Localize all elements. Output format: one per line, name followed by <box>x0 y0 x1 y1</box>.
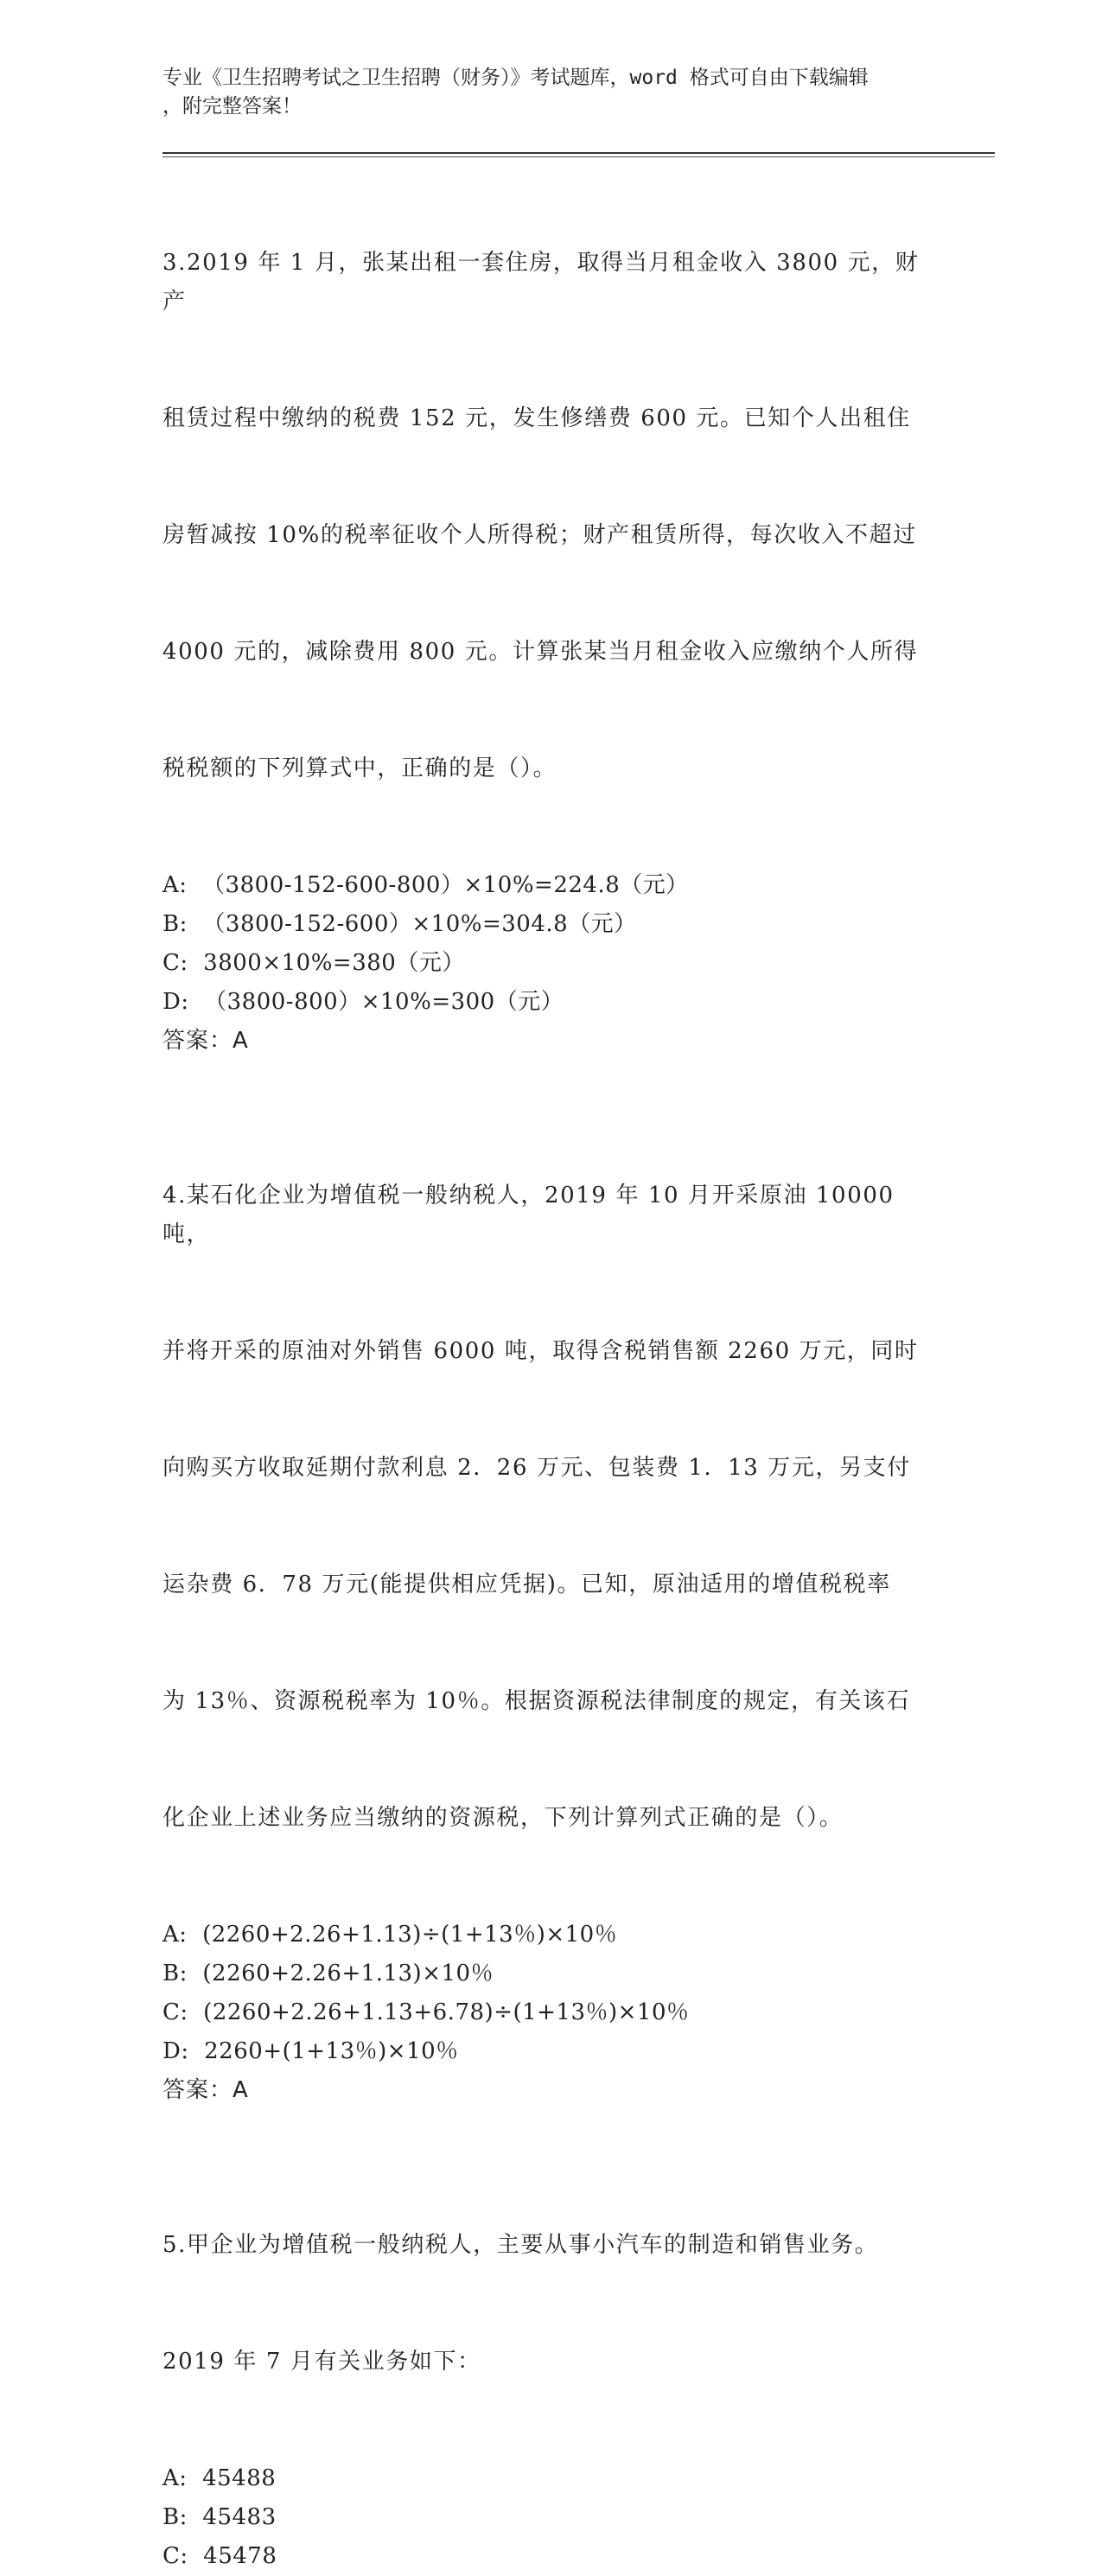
option-c: C: 45478 <box>162 2543 277 2569</box>
stem-line: 运杂费 6．78 万元(能提供相应凭据)。已知，原油适用的增值税税率 <box>162 1572 891 1597</box>
option-a: A: (2260+2.26+1.13)÷(1+13％)×10％ <box>162 1922 618 1948</box>
stem-line: 租赁过程中缴纳的税费 152 元，发生修缮费 600 元。已知个人出租住 <box>162 405 911 431</box>
stem-line: 4000 元的，减除费用 800 元。计算张某当月租金收入应缴纳个人所得 <box>162 639 919 665</box>
option-a: A: 45488 <box>162 2465 277 2491</box>
question-3 <box>162 166 940 1061</box>
stem-line: 5.甲企业为增值税一般纳税人，主要从事小汽车的制造和销售业务。 <box>162 2232 879 2258</box>
option-b: B: （3800-152-600）×10%=304.8（元） <box>162 911 637 937</box>
stem-line: 3.2019 年 1 月，张某出租一套住房，取得当月租金收入 3800 元，财产 <box>162 250 920 315</box>
option-b: B: 45483 <box>162 2504 277 2530</box>
option-d: D: （3800-800）×10%=300（元） <box>162 989 564 1015</box>
stem-line: 2019 年 7 月有关业务如下： <box>162 2349 481 2375</box>
question-stem <box>162 2148 940 2459</box>
stem-line: 化企业上述业务应当缴纳的资源税，下列计算列式正确的是（）。 <box>162 1805 844 1831</box>
question-5 <box>162 2148 940 2576</box>
header-line-1: 专业《卫生招聘考试之卫生招聘（财务）》考试题库，word 格式可自由下载编辑 <box>162 67 869 89</box>
question-spacer <box>162 1061 940 1099</box>
stem-line: 4.某石化企业为增值税一般纳税人，2019 年 10 月开采原油 10000 吨， <box>162 1183 903 1247</box>
option-c: C: (2260+2.26+1.13+6.78)÷(1+13％)×10％ <box>162 1999 690 2025</box>
option-c: C: 3800×10%=380（元） <box>162 950 465 976</box>
header-divider-thin <box>162 156 995 157</box>
option-a: A: （3800-152-600-800）×10%=224.8（元） <box>162 872 689 898</box>
header-line-2: ，附完整答案！ <box>162 95 302 118</box>
stem-line: 税税额的下列算式中，正确的是（）。 <box>162 756 557 781</box>
stem-line: 房暂减按 10%的税率征收个人所得税；财产租赁所得，每次收入不超过 <box>162 522 917 548</box>
stem-line: 并将开采的原油对外销售 6000 吨，取得含税销售额 2260 万元，同时 <box>162 1338 919 1364</box>
question-spacer <box>162 2110 940 2148</box>
stem-line: 为 13％、资源税税率为 10％。根据资源税法律制度的规定，有关该石 <box>162 1688 911 1714</box>
header-divider-thick <box>162 152 995 154</box>
answer-line: 答案：A <box>162 2077 249 2103</box>
stem-line: 向购买方收取延期付款利息 2．26 万元、包装费 1．13 万元，另支付 <box>162 1455 911 1481</box>
option-b: B: (2260+2.26+1.13)×10％ <box>162 1961 494 1986</box>
answer-line: 答案：A <box>162 1028 249 1054</box>
question-list <box>162 166 940 2576</box>
question-stem <box>162 1099 940 1916</box>
option-d: D: 2260+(1+13％)×10％ <box>162 2038 459 2064</box>
question-4 <box>162 1099 940 2110</box>
document-header <box>162 64 940 121</box>
question-stem <box>162 166 940 866</box>
